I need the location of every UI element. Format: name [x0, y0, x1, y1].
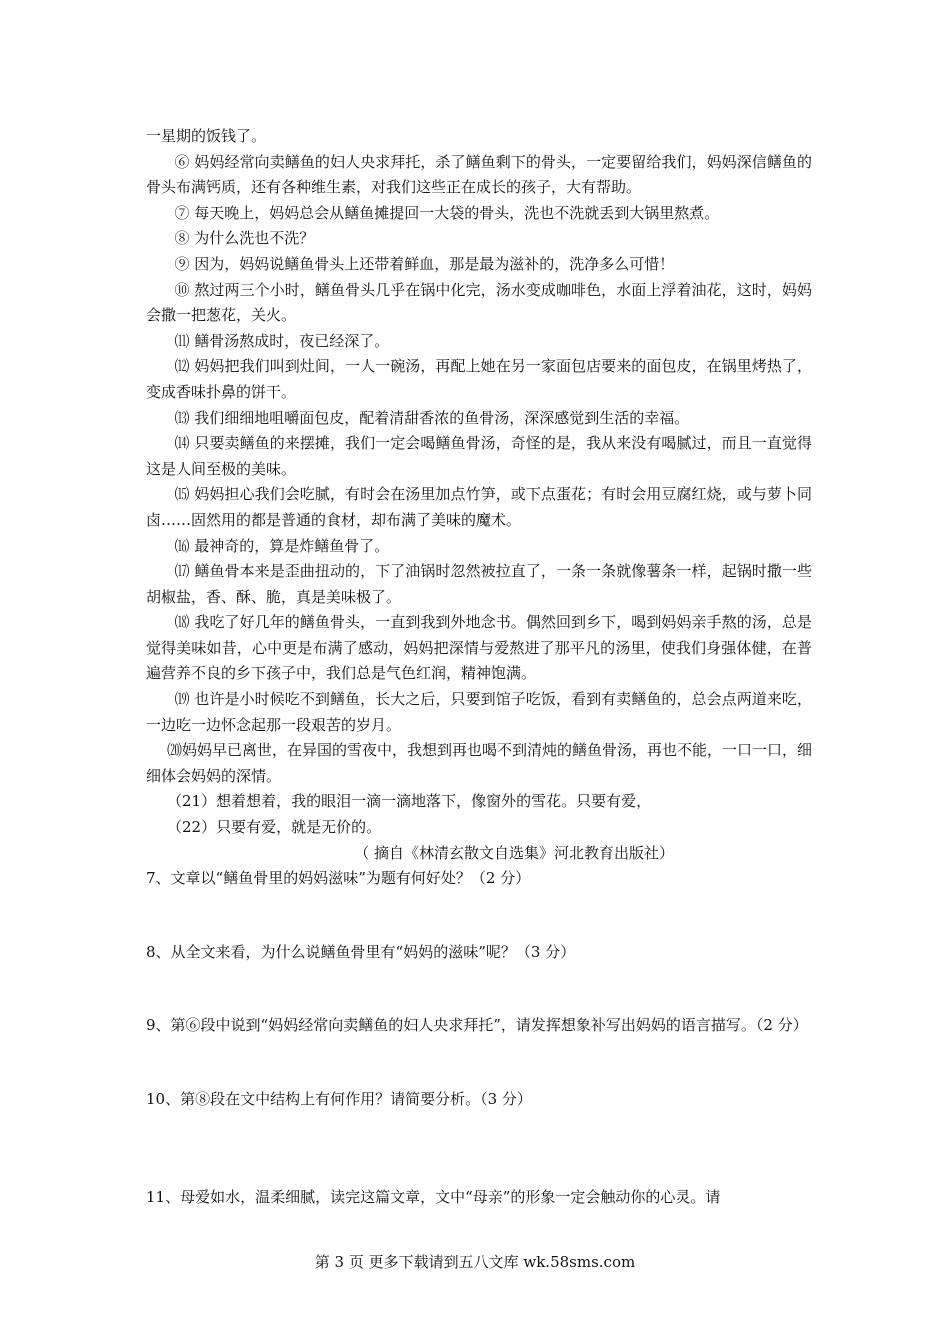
paragraph-21: （21）想着想着，我的眼泪一滴一滴地落下，像窗外的雪花。只要有爱，	[167, 792, 652, 811]
question-11: 11、母爱如水，温柔细腻，读完这篇文章，文中“母亲”的形象一定会触动你的心灵。请	[146, 1187, 721, 1206]
answer-space-7	[146, 892, 812, 940]
document-body	[146, 124, 812, 1210]
paragraph-6: ⑥ 妈妈经常向卖鳝鱼的妇人央求拜托，杀了鳝鱼剩下的骨头，一定要留给我们，妈妈深信鳝鱼的骨头布满钙质，还有各种维生素，对我们这些正在成长的孩子，大有帮助。	[146, 152, 812, 197]
paragraph-17: ⒄ 鳝鱼骨本来是歪曲扭动的，下了油锅时忽然被拉直了，一条一条就像薯条一样，起锅时撒一些胡椒盐，香、酥、脆，真是美味极了。	[146, 562, 812, 606]
paragraph-19: ⒆ 也许是小时候吃不到鳝鱼，长大之后，只要到馆子吃饭，看到有卖鳝鱼的，总会点两道来吃，一边吃一边怀念起那一段艰苦的岁月。	[146, 690, 812, 734]
answer-space-9	[146, 1039, 812, 1087]
paragraph-13: ⒀ 我们细细地咀嚼面包皮，配着清甜香浓的鱼骨汤，深深感觉到生活的幸福。	[174, 408, 690, 427]
answer-space-10	[146, 1113, 812, 1185]
paragraph-7: ⑦ 每天晚上，妈妈总会从鳝鱼摊提回一大袋的骨头，洗也不洗就丢到大锅里熬煮。	[174, 203, 720, 222]
paragraph-18: ⒅ 我吃了好几年的鳝鱼骨头，一直到我到外地念书。偶然回到乡下，喝到妈妈亲手熬的汤，总是觉得美味如昔，心中更是布满了感动，妈妈把深情与爱熬进了那平凡的汤里，使我们身强体健，在普遍营养不良的乡下孩子中，我们总是气色红润，精神饱满。	[146, 613, 812, 683]
paragraph-15: ⒂ 妈妈担心我们会吃腻，有时会在汤里加点竹笋，或下点蛋花；有时会用豆腐红烧，或与萝卜同卤……固然用的都是普通的食材，却布满了美味的魔术。	[146, 485, 812, 529]
page-footer: 第 3 页 更多下载请到五八文库 wk.58sms.com	[314, 1253, 636, 1271]
paragraph-9: ⑨ 因为，妈妈说鳝鱼骨头上还带着鲜血，那是最为滋补的，洗净多么可惜！	[174, 254, 675, 273]
answer-space-8	[146, 965, 812, 1013]
paragraph-14: ⒁ 只要卖鳝鱼的来摆摊，我们一定会喝鳝鱼骨汤，奇怪的是，我从来没有喝腻过，而且一直觉得这是人间至极的美味。	[146, 434, 812, 478]
paragraph-16: ⒃ 最神奇的，算是炸鳝鱼骨了。	[174, 536, 390, 555]
question-7: 7、文章以“鳝鱼骨里的妈妈滋味”为题有何好处？（2 分）	[146, 869, 531, 888]
question-8: 8、从全文来看，为什么说鳝鱼骨里有“妈妈的滋味”呢？（3 分）	[146, 942, 576, 961]
paragraph-20: ⒇妈妈早已离世，在异国的雪夜中，我想到再也喝不到清炖的鳝鱼骨汤，再也不能，一口一口，细细体会妈妈的深情。	[146, 741, 813, 785]
citation: （ 摘自《林清玄散文自选集》河北教育出版社）	[354, 843, 674, 862]
paragraph-8: ⑧ 为什么洗也不洗？	[174, 229, 315, 248]
question-9: 9、第⑥段中说到“妈妈经常向卖鳝鱼的妇人央求拜托”，请发挥想象补写出妈妈的语言描写。（2 分）	[146, 1016, 808, 1035]
paragraph-11: ⑾ 鳝骨汤熬成时，夜已经深了。	[174, 331, 390, 350]
paragraph-22: （22）只要有爱，就是无价的。	[167, 818, 382, 837]
paragraph-12: ⑿ 妈妈把我们叫到灶间，一人一碗汤，再配上她在另一家面包店要来的面包皮，在锅里烤热了，变成香味扑鼻的饼干。	[146, 357, 812, 401]
paragraph-5-tail: 一星期的饭钱了。	[146, 127, 267, 145]
paragraph-10: ⑩ 熬过两三个小时，鳝鱼骨头几乎在锅中化完，汤水变成咖啡色，水面上浮着油花，这时，妈妈会撒一把葱花，关火。	[146, 280, 812, 325]
question-10: 10、第⑧段在文中结构上有何作用？请简要分析。（3 分）	[146, 1090, 532, 1108]
